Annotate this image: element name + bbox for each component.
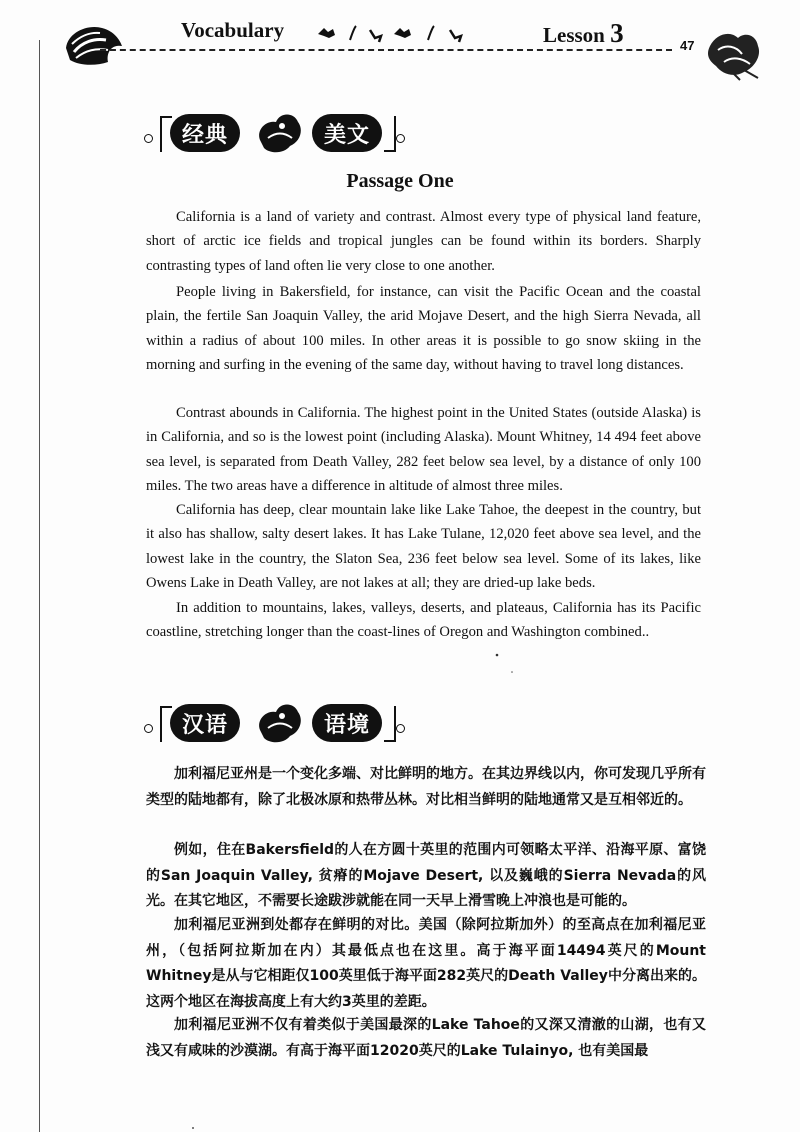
banner-label-left: 经典	[170, 114, 240, 152]
banner-label-right: 语境	[312, 704, 382, 742]
header-lesson	[543, 18, 624, 49]
passage-title: Passage One	[346, 170, 454, 192]
chinese-context-banner	[144, 704, 406, 744]
page-edge-line	[39, 40, 40, 1132]
translation-paragraph: 加利福尼亚洲到处都存在鲜明的对比。美国（除阿拉斯加外）的至高点在加利福尼亚州，（包括阿拉斯加在内）其最低点也在这里。高于海平面14494英尺的Mount Whitney是从与它相距仅100英里低于海平面282英尺的Death Valley中分离出来的。这两个地区在海拔高度上有大约3英里的差距。	[146, 917, 706, 1010]
header-section-name: Vocabulary	[181, 18, 285, 42]
page-number: 47	[680, 38, 695, 53]
passage-paragraph: California is a land of variety and contrast. Almost every type of physical land feature, short of arctic ice fields and tropical jungles can be found within its borders. Sharply contrasting types of land often lie very close to one another.	[146, 209, 701, 274]
header-dashed-rule	[100, 49, 672, 51]
passage-paragraph: Contrast abounds in California. The highest point in the United States (outside Alaska) is in California, and so is the lowest point (including Alaska). Mount Whitney, 14 494 feet above sea level, is separated from Death Valley, 282 feet below sea level, by a distance of only 100 miles. The two areas have a difference in altitude of almost three miles.	[146, 405, 701, 494]
banner-label-right: 美文	[312, 114, 382, 152]
passage-paragraph: In addition to mountains, lakes, valleys, deserts, and plateaus, California has its Pacific coastline, stretching longer than the coast-lines of Oregon and Washington combined..	[146, 600, 701, 641]
classic-prose-banner	[144, 114, 406, 154]
ring-ornament-icon	[144, 724, 153, 733]
ring-ornament-icon	[396, 724, 405, 733]
banner-label-left: 汉语	[170, 704, 240, 742]
lesson-label: Lesson	[543, 23, 605, 47]
leaf-ornament-icon	[62, 22, 124, 68]
ring-ornament-icon	[396, 134, 405, 143]
birds-ornament-icon	[310, 18, 500, 48]
passage-paragraph: People living in Bakersfield, for instance, can visit the Pacific Ocean and the coastal plain, the fertile San Joaquin Valley, the arid Mojave Desert, and the high Sierra Nevada, all within a radius of about 100 miles. In other areas it is possible to go snow skiing in the morning and surfing in the evening of the same day, without having to travel long distances.	[146, 284, 701, 373]
ring-ornament-icon	[144, 134, 153, 143]
translation-paragraph: 加利福尼亚洲不仅有着类似于美国最深的Lake Tahoe的又深又清澈的山湖，也有又浅又有咸味的沙漠湖。有高于海平面12020英尺的Lake Tulainyo, 也有美国最	[146, 1017, 706, 1059]
ink-splash-icon	[254, 110, 304, 156]
translation-paragraph: 加利福尼亚州是一个变化多端、对比鲜明的地方。在其边界线以内，你可发现几乎所有类型的陆地都有，除了北极冰原和热带丛林。对比相当鲜明的陆地通常又是互相邻近的。	[146, 766, 706, 808]
lesson-number: 3	[610, 18, 624, 48]
passage-paragraph: California has deep, clear mountain lake like Lake Tahoe, the deepest in the country, but it also has shallow, salty desert lakes. It has Lake Tulane, 12,020 feet above sea level, and the lowest lake in the country, the Slaton Sea, 236 feet below sea level. Some of its lakes, like Owens Lake in Death Valley, are not lakes at all; they are dried-up lake beds.	[146, 502, 701, 591]
translation-paragraph: 例如，住在Bakersfield的人在方圆十英里的范围内可领略太平洋、沿海平原、富饶的San Joaquin Valley, 贫瘠的Mojave Desert, 以及巍峨的Sierra Nevada的风光。在其它地区，不需要长途跋涉就能在同一天早上滑雪晚上冲浪也是可能的。	[146, 842, 706, 909]
flower-ornament-icon	[704, 26, 764, 82]
ink-splash-icon	[254, 700, 304, 746]
